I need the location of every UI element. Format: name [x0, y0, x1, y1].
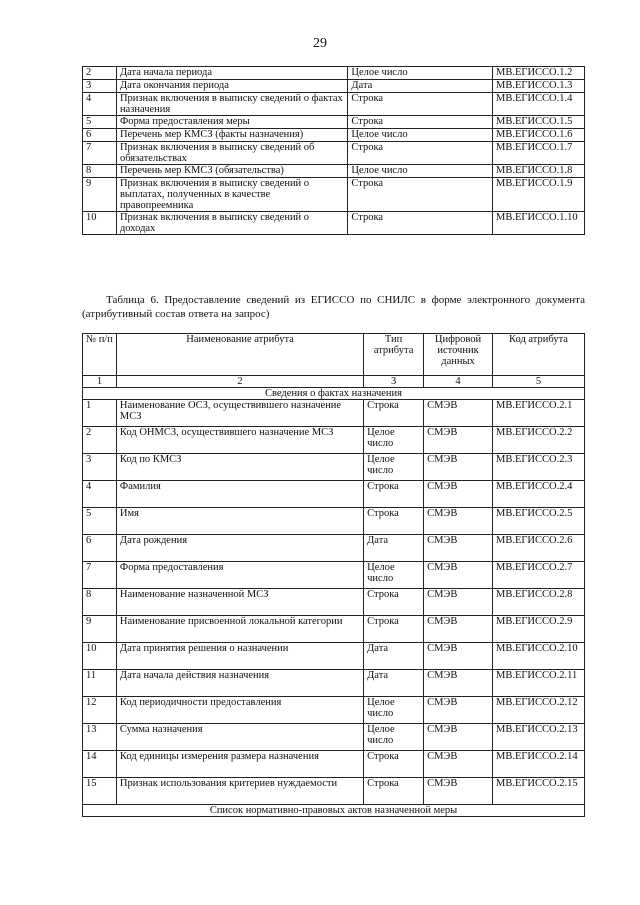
- cell-type: Строка: [364, 481, 424, 508]
- table-row: [83, 400, 585, 427]
- cell-type: Строка: [364, 589, 424, 616]
- cell-name: Признак включения в выписку сведений о выплатах, полученных в качестве правопреемника: [116, 178, 347, 212]
- cell-name: Дата начала периода: [116, 67, 347, 80]
- cell-type: Дата: [364, 643, 424, 670]
- cell-type: Строка: [364, 508, 424, 535]
- cell-num: 11: [83, 670, 117, 697]
- table-row: [83, 751, 585, 778]
- table-row: [83, 508, 585, 535]
- cell-num: 6: [83, 535, 117, 562]
- cell-name: Сумма назначения: [116, 724, 363, 751]
- cell-type: Целое число: [364, 562, 424, 589]
- table-row: [83, 165, 585, 178]
- cell-name: Форма предоставления меры: [116, 116, 347, 129]
- cell-name: Перечень мер КМСЗ (факты назначения): [116, 129, 347, 142]
- table-row: [83, 778, 585, 805]
- table-row: [83, 589, 585, 616]
- cell-type: Строка: [364, 778, 424, 805]
- cell-name: Дата рождения: [116, 535, 363, 562]
- cell-num: 10: [83, 212, 117, 235]
- cell-code: МВ.ЕГИССО.2.14: [492, 751, 584, 778]
- cell-name: Код ОНМСЗ, осуществившего назначение МСЗ: [116, 427, 363, 454]
- cell-code: МВ.ЕГИССО.2.1: [492, 400, 584, 427]
- table-row: [83, 178, 585, 212]
- section-title: Список нормативно-правовых актов назначенной меры: [83, 805, 585, 817]
- cell-name: Признак использования критериев нуждаемости: [116, 778, 363, 805]
- header-cell-number: № п/п: [83, 334, 117, 376]
- cell-name: Наименование назначенной МСЗ: [116, 589, 363, 616]
- cell-type: Строка: [364, 400, 424, 427]
- table-row: [83, 93, 585, 116]
- cell-name: Признак включения в выписку сведений о доходах: [116, 212, 347, 235]
- cell-name: Дата начала действия назначения: [116, 670, 363, 697]
- cell-code: МВ.ЕГИССО.1.2: [493, 67, 585, 80]
- table-row: [83, 535, 585, 562]
- cell-num: 2: [83, 67, 117, 80]
- cell-source: СМЭВ: [424, 616, 493, 643]
- cell-type: Целое число: [348, 165, 493, 178]
- table-row: [83, 142, 585, 165]
- cell-num: 6: [83, 129, 117, 142]
- cell-num: 3: [83, 80, 117, 93]
- cell-num: 9: [83, 616, 117, 643]
- cell-name: Имя: [116, 508, 363, 535]
- cell-source: СМЭВ: [424, 427, 493, 454]
- column-number: 3: [364, 376, 424, 388]
- column-number-row: [83, 376, 585, 388]
- cell-num: 10: [83, 643, 117, 670]
- table-row: [83, 427, 585, 454]
- cell-type: Дата: [364, 535, 424, 562]
- cell-code: МВ.ЕГИССО.2.6: [492, 535, 584, 562]
- cell-type: Целое число: [364, 697, 424, 724]
- cell-source: СМЭВ: [424, 724, 493, 751]
- table-row: [83, 670, 585, 697]
- cell-code: МВ.ЕГИССО.1.8: [493, 165, 585, 178]
- cell-name: Перечень мер КМСЗ (обязательства): [116, 165, 347, 178]
- cell-type: Строка: [348, 142, 493, 165]
- column-number: 2: [116, 376, 363, 388]
- cell-name: Фамилия: [116, 481, 363, 508]
- cell-code: МВ.ЕГИССО.2.3: [492, 454, 584, 481]
- cell-code: МВ.ЕГИССО.2.9: [492, 616, 584, 643]
- cell-num: 5: [83, 116, 117, 129]
- table-row: [83, 116, 585, 129]
- cell-num: 7: [83, 142, 117, 165]
- cell-name: Признак включения в выписку сведений о фактах назначения: [116, 93, 347, 116]
- table-caption: Таблица 6. Предоставление сведений из ЕГИССО по СНИЛС в форме электронного документа (атрибутивный состав ответа на запрос): [82, 294, 585, 320]
- cell-num: 4: [83, 481, 117, 508]
- cell-name: Наименование присвоенной локальной категории: [116, 616, 363, 643]
- cell-source: СМЭВ: [424, 454, 493, 481]
- cell-num: 5: [83, 508, 117, 535]
- cell-name: Наименование ОСЗ, осуществившего назначение МСЗ: [116, 400, 363, 427]
- header-cell-type: Тип атрибута: [364, 334, 424, 376]
- table-row: [83, 129, 585, 142]
- cell-source: СМЭВ: [424, 589, 493, 616]
- cell-type: Целое число: [364, 427, 424, 454]
- section-row: [83, 388, 585, 400]
- column-number: 1: [83, 376, 117, 388]
- cell-code: МВ.ЕГИССО.1.9: [493, 178, 585, 212]
- cell-type: Целое число: [364, 454, 424, 481]
- cell-num: 7: [83, 562, 117, 589]
- cell-num: 8: [83, 589, 117, 616]
- cell-num: 14: [83, 751, 117, 778]
- cell-source: СМЭВ: [424, 751, 493, 778]
- cell-code: МВ.ЕГИССО.2.11: [492, 670, 584, 697]
- cell-source: СМЭВ: [424, 670, 493, 697]
- cell-type: Строка: [348, 116, 493, 129]
- table-row: [83, 454, 585, 481]
- cell-source: СМЭВ: [424, 697, 493, 724]
- header-cell-source: Цифровой источник данных: [424, 334, 493, 376]
- cell-code: МВ.ЕГИССО.2.4: [492, 481, 584, 508]
- header-cell-name: Наименование атрибута: [116, 334, 363, 376]
- cell-code: МВ.ЕГИССО.2.7: [492, 562, 584, 589]
- cell-num: 9: [83, 178, 117, 212]
- table-row: [83, 697, 585, 724]
- cell-type: Строка: [348, 178, 493, 212]
- cell-name: Форма предоставления: [116, 562, 363, 589]
- cell-type: Дата: [364, 670, 424, 697]
- attributes-table: [82, 333, 585, 817]
- cell-code: МВ.ЕГИССО.1.7: [493, 142, 585, 165]
- table-header-row: [83, 334, 585, 376]
- header-cell-code: Код атрибута: [492, 334, 584, 376]
- cell-source: СМЭВ: [424, 535, 493, 562]
- table-row: [83, 481, 585, 508]
- cell-code: МВ.ЕГИССО.2.15: [492, 778, 584, 805]
- cell-num: 2: [83, 427, 117, 454]
- column-number: 4: [424, 376, 493, 388]
- cell-name: Код по КМСЗ: [116, 454, 363, 481]
- cell-type: Строка: [348, 212, 493, 235]
- cell-type: Целое число: [348, 129, 493, 142]
- cell-code: МВ.ЕГИССО.2.12: [492, 697, 584, 724]
- cell-code: МВ.ЕГИССО.2.13: [492, 724, 584, 751]
- cell-source: СМЭВ: [424, 508, 493, 535]
- table-row: [83, 212, 585, 235]
- cell-type: Целое число: [364, 724, 424, 751]
- cell-name: Дата принятия решения о назначении: [116, 643, 363, 670]
- table-row: [83, 643, 585, 670]
- cell-code: МВ.ЕГИССО.1.6: [493, 129, 585, 142]
- cell-code: МВ.ЕГИССО.2.2: [492, 427, 584, 454]
- cell-num: 13: [83, 724, 117, 751]
- cell-source: СМЭВ: [424, 643, 493, 670]
- attributes-table-continued: [82, 66, 585, 235]
- table-row: [83, 616, 585, 643]
- cell-num: 3: [83, 454, 117, 481]
- page-number: 29: [313, 36, 327, 51]
- cell-name: Дата окончания периода: [116, 80, 347, 93]
- table-row: [83, 67, 585, 80]
- table-row: [83, 724, 585, 751]
- cell-type: Строка: [348, 93, 493, 116]
- cell-source: СМЭВ: [424, 400, 493, 427]
- cell-code: МВ.ЕГИССО.1.4: [493, 93, 585, 116]
- cell-code: МВ.ЕГИССО.1.10: [493, 212, 585, 235]
- table-row: [83, 562, 585, 589]
- cell-code: МВ.ЕГИССО.2.5: [492, 508, 584, 535]
- cell-name: Код единицы измерения размера назначения: [116, 751, 363, 778]
- column-number: 5: [492, 376, 584, 388]
- section-row: [83, 805, 585, 817]
- cell-type: Строка: [364, 616, 424, 643]
- cell-type: Дата: [348, 80, 493, 93]
- cell-num: 12: [83, 697, 117, 724]
- cell-source: СМЭВ: [424, 778, 493, 805]
- cell-source: СМЭВ: [424, 481, 493, 508]
- cell-code: МВ.ЕГИССО.2.8: [492, 589, 584, 616]
- cell-num: 4: [83, 93, 117, 116]
- cell-source: СМЭВ: [424, 562, 493, 589]
- table-row: [83, 80, 585, 93]
- cell-code: МВ.ЕГИССО.1.5: [493, 116, 585, 129]
- cell-num: 1: [83, 400, 117, 427]
- section-title: Сведения о фактах назначения: [83, 388, 585, 400]
- cell-num: 8: [83, 165, 117, 178]
- cell-name: Признак включения в выписку сведений об обязательствах: [116, 142, 347, 165]
- cell-num: 15: [83, 778, 117, 805]
- cell-name: Код периодичности предоставления: [116, 697, 363, 724]
- cell-type: Целое число: [348, 67, 493, 80]
- cell-code: МВ.ЕГИССО.1.3: [493, 80, 585, 93]
- cell-code: МВ.ЕГИССО.2.10: [492, 643, 584, 670]
- cell-type: Строка: [364, 751, 424, 778]
